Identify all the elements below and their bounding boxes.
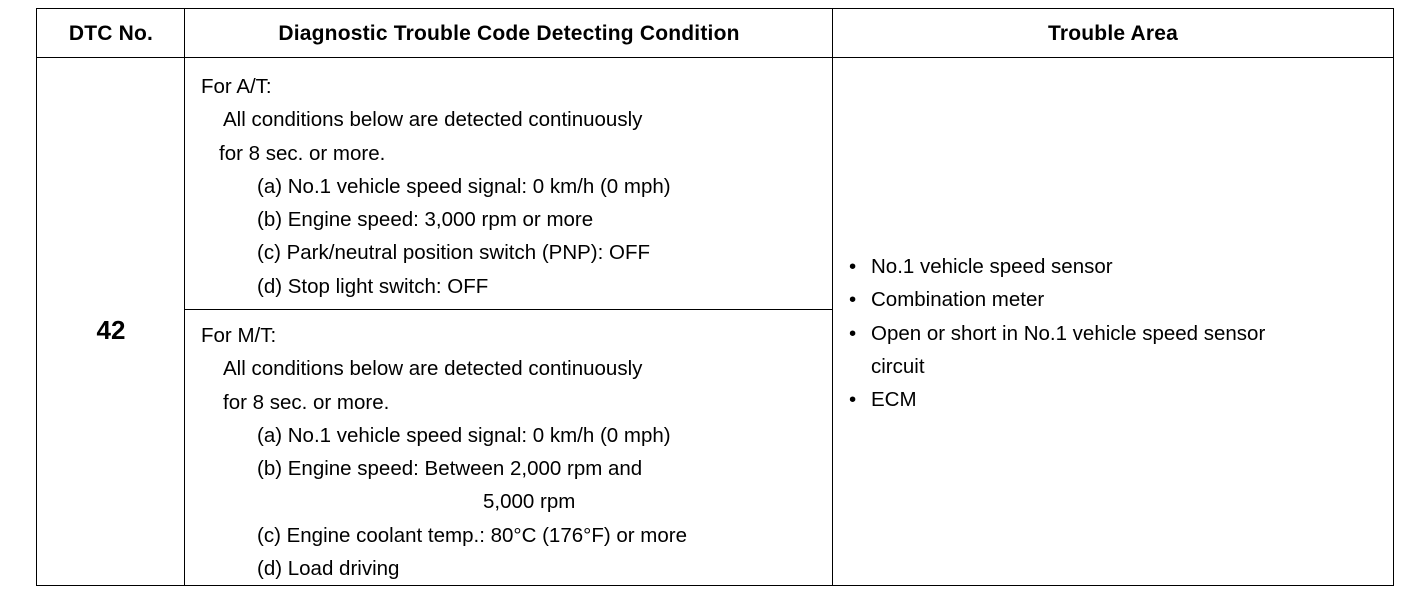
mt-condition-c: (c) Engine coolant temp.: 80°C (176°F) or more <box>257 523 687 547</box>
column-divider-2 <box>832 9 833 585</box>
trouble-item <box>845 383 1265 416</box>
mt-intro-line-2: for 8 sec. or more. <box>223 390 390 414</box>
trouble-area-list <box>845 250 1265 416</box>
at-condition-block <box>201 70 671 303</box>
trouble-item-text: No.1 vehicle speed sensor <box>871 255 1113 278</box>
at-intro-line-1: All conditions below are detected continuously <box>223 108 643 132</box>
trouble-item-text: Open or short in No.1 vehicle speed sensor <box>871 321 1266 345</box>
mt-condition-b: (b) Engine speed: Between 2,000 rpm and <box>257 457 643 481</box>
trouble-item <box>845 317 1265 384</box>
bullet-icon: • <box>849 288 857 312</box>
header-trouble-area: Trouble Area <box>1048 21 1178 45</box>
mt-intro-line-1: All conditions below are detected continuously <box>223 357 643 381</box>
bullet-icon: • <box>849 255 857 278</box>
header-dtc-no: DTC No. <box>68 21 154 45</box>
bullet-icon: • <box>849 321 857 345</box>
header-condition: Diagnostic Trouble Code Detecting Condition <box>278 21 740 45</box>
mt-condition-d: (d) Load driving <box>257 557 400 581</box>
dtc-table <box>36 8 1394 586</box>
at-condition-a: (a) No.1 vehicle speed signal: 0 km/h (0 mph) <box>257 174 671 198</box>
trouble-item <box>845 250 1265 283</box>
column-divider-1 <box>184 9 185 585</box>
dtc-number: 42 <box>96 315 126 345</box>
condition-divider <box>185 309 832 310</box>
trouble-item <box>845 283 1265 316</box>
mt-title: For M/T: <box>201 324 277 347</box>
mt-condition-block <box>201 319 687 585</box>
at-condition-d: (d) Stop light switch: OFF <box>257 274 489 298</box>
at-intro-line-2: for 8 sec. or more. <box>219 141 386 165</box>
at-condition-b: (b) Engine speed: 3,000 rpm or more <box>257 208 594 232</box>
trouble-item-text: ECM <box>871 388 917 412</box>
bullet-icon: • <box>849 388 857 412</box>
mt-condition-a: (a) No.1 vehicle speed signal: 0 km/h (0 mph) <box>257 423 671 447</box>
at-condition-c: (c) Park/neutral position switch (PNP): OFF <box>257 241 651 265</box>
trouble-item-text-continued: circuit <box>871 354 925 378</box>
mt-condition-b-continued: 5,000 rpm <box>483 490 576 514</box>
trouble-item-text: Combination meter <box>871 288 1045 312</box>
at-title: For A/T: <box>201 75 272 98</box>
